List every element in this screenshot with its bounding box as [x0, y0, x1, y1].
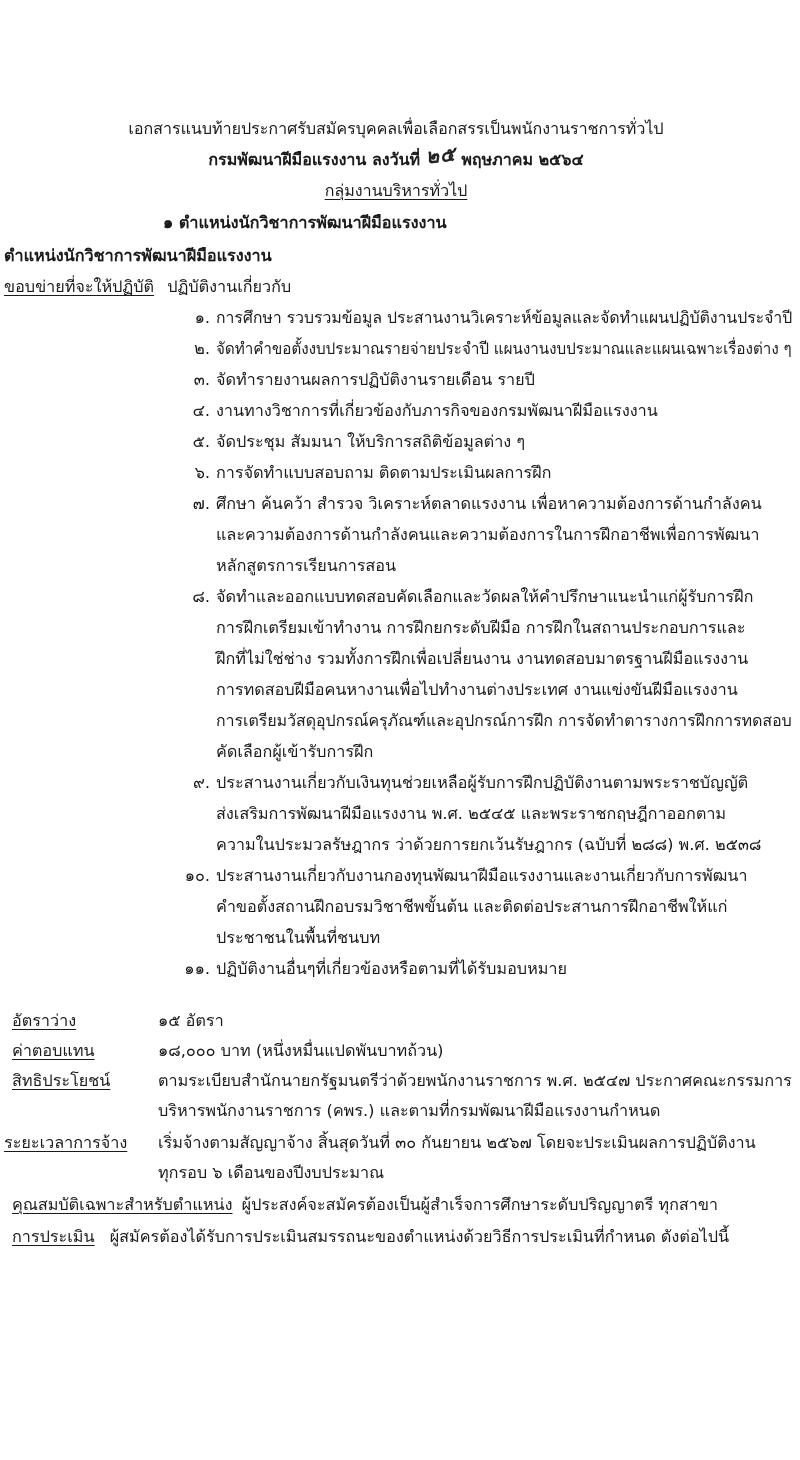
scope-item-text: การจัดทำแบบสอบถาม ติดตามประเมินผลการฝึก	[216, 463, 552, 482]
scope-item-text: การทดสอบฝีมือคนหางานเพื่อไปทำงานต่างประเทศ งานแข่งขันฝีมือแรงงาน	[216, 680, 738, 699]
qualification-value: ผู้ประสงค์จะสมัครต้องเป็นผู้สำเร็จการศึกษาระดับปริญญาตรี ทุกสาขา	[241, 1195, 719, 1214]
scope-item-text: จัดทำรายงานผลการปฏิบัติงานรายเดือน รายปี	[216, 370, 535, 389]
term-line-2: ทุกรอบ ๖ เดือนของปีงบประมาณ	[158, 1163, 385, 1182]
group-heading: กลุ่มงานบริหารทั่วไป	[324, 181, 468, 200]
scope-item-text: งานทางวิชาการที่เกี่ยวข้องกับภารกิจของกรมพัฒนาฝีมือแรงงาน	[216, 401, 658, 420]
scope-item-number: ๑.	[194, 308, 210, 327]
position-heading: ๑ ตำแหน่งนักวิชาการพัฒนาฝีมือแรงงาน	[163, 213, 447, 232]
benefits-line-2: บริหารพนักงานราชการ (คพร.) และตามที่กรมพัฒนาฝีมือแรงงานกำหนด	[158, 1101, 661, 1120]
scope-item-number: ๙.	[192, 773, 210, 792]
scope-item-number: ๗.	[192, 494, 210, 513]
term-line-1: เริ่มจ้างตามสัญญาจ้าง สิ้นสุดวันที่ ๓๐ กันยายน ๒๕๖๗ โดยจะประเมินผลการปฏิบัติงาน	[158, 1133, 756, 1152]
scope-item-text: คัดเลือกผู้เข้ารับการฝึก	[216, 742, 374, 761]
scope-item-text: ศึกษา ค้นคว้า สำรวจ วิเคราะห์ตลาดแรงงาน เพื่อหาความต้องการด้านกำลังคน	[216, 494, 762, 513]
scope-item-text: ความในประมวลรัษฎากร ว่าด้วยการยกเว้นรัษฎากร (ฉบับที่ ๒๘๘) พ.ศ. ๒๕๓๘	[216, 835, 762, 854]
scope-item-text: ประสานงานเกี่ยวกับเงินทุนช่วยเหลือผู้รับการฝึกปฏิบัติงานตามพระราชบัญญัติ	[216, 773, 749, 792]
scope-row	[4, 276, 291, 298]
scope-item-number: ๓.	[193, 370, 210, 389]
scope-item-text: จัดประชุม สัมมนา ให้บริการสถิติข้อมูลต่าง ๆ	[216, 432, 526, 451]
term-label: ระยะเวลาการจ้าง	[4, 1133, 128, 1152]
scope-intro: ปฏิบัติงานเกี่ยวกับ	[167, 277, 292, 296]
header-line-1: เอกสารแนบท้ายประกาศรับสมัครบุคคลเพื่อเลือกสรรเป็นพนักงานราชการทั่วไป	[128, 119, 664, 138]
scope-item-text: ส่งเสริมการพัฒนาฝีมือแรงงาน พ.ศ. ๒๕๔๕ และพระราชกฤษฎีกาออกตาม	[216, 804, 727, 823]
pay-value: ๑๘,๐๐๐ บาท (หนึ่งหมื่นแปดพันบาทถ้วน)	[158, 1041, 444, 1060]
scope-item-text: ฝึกที่ไม่ใช่ช่าง รวมทั้งการฝึกเพื่อเปลี่ยนงาน งานทดสอบมาตรฐานฝีมือแรงงาน	[216, 649, 749, 668]
header-line-2-suffix: พฤษภาคม ๒๕๖๔	[461, 150, 584, 169]
scope-item-text: ปฏิบัติงานอื่นๆที่เกี่ยวข้องหรือตามที่ได้รับมอบหมาย	[216, 959, 567, 978]
scope-item-text: จัดทำและออกแบบทดสอบคัดเลือกและวัดผลให้คำปรึกษาแนะนำแก่ผู้รับการฝึก	[216, 587, 754, 606]
vacancy-label: อัตราว่าง	[12, 1011, 77, 1030]
scope-item-number: ๑๑.	[184, 959, 210, 978]
qualification-row	[12, 1194, 718, 1216]
scope-label: ขอบข่ายที่จะให้ปฏิบัติ	[4, 277, 155, 296]
handwritten-day: ๒๕	[424, 141, 457, 169]
scope-item-number: ๖.	[194, 463, 210, 482]
scope-item-number: ๔.	[192, 401, 210, 420]
qualification-label: คุณสมบัติเฉพาะสำหรับตำแหน่ง	[12, 1195, 233, 1214]
scope-item-text: จัดทำคำขอตั้งงบประมาณรายจ่ายประจำปี แผนงานงบประมาณและแผนเฉพาะเรื่องต่าง ๆ	[216, 339, 792, 358]
scope-item-text: การฝึกเตรียมเข้าทำงาน การฝึกยกระดับฝีมือ การฝึกในสถานประกอบการและ	[216, 618, 746, 637]
position-title: ตำแหน่งนักวิชาการพัฒนาฝีมือแรงงาน	[4, 246, 272, 265]
scope-item-text: และความต้องการด้านกำลังคนและความต้องการในการฝึกอาชีพเพื่อการพัฒนา	[216, 525, 760, 544]
scope-item-number: ๒.	[194, 339, 210, 358]
scope-item-text: ประสานงานเกี่ยวกับงานกองทุนพัฒนาฝีมือแรงงานและงานเกี่ยวกับการพัฒนา	[216, 866, 748, 885]
scope-item-number: ๑๐.	[184, 866, 210, 885]
evaluation-row	[12, 1226, 729, 1248]
scope-item-text: หลักสูตรการเรียนการสอน	[216, 556, 397, 575]
pay-label: ค่าตอบแทน	[12, 1041, 95, 1060]
benefits-label: สิทธิประโยชน์	[12, 1071, 111, 1090]
header-line-2	[0, 141, 792, 171]
scope-item-text: การเตรียมวัสดุอุปกรณ์ครุภัณฑ์และอุปกรณ์การฝึก การจัดทำตารางการฝึกการทดสอบ	[216, 711, 792, 730]
evaluation-label: การประเมิน	[12, 1227, 95, 1246]
scope-item-text: การศึกษา รวบรวมข้อมูล ประสานงานวิเคราะห์ข้อมูลและจัดทำแผนปฏิบัติงานประจำปี	[216, 308, 793, 327]
evaluation-value: ผู้สมัครต้องได้รับการประเมินสมรรถนะของตำแหน่งด้วยวิธีการประเมินที่กำหนด ดังต่อไปนี้	[109, 1227, 730, 1246]
scope-item-text: คำขอตั้งสถานฝึกอบรมวิชาชีพขั้นต้น และติดต่อประสานการฝึกอาชีพให้แก่	[216, 897, 728, 916]
benefits-line-1: ตามระเบียบสำนักนายกรัฐมนตรีว่าด้วยพนักงานราชการ พ.ศ. ๒๕๔๗ ประกาศคณะกรรมการ	[158, 1071, 792, 1090]
scope-item-number: ๘.	[192, 587, 210, 606]
scope-item-text: ประชาชนในพื้นที่ชนบท	[216, 928, 381, 947]
vacancy-value: ๑๕ อัตรา	[158, 1011, 224, 1030]
scope-item-number: ๕.	[192, 432, 210, 451]
header-line-2-prefix: กรมพัฒนาฝีมือแรงงาน ลงวันที่	[208, 150, 421, 169]
